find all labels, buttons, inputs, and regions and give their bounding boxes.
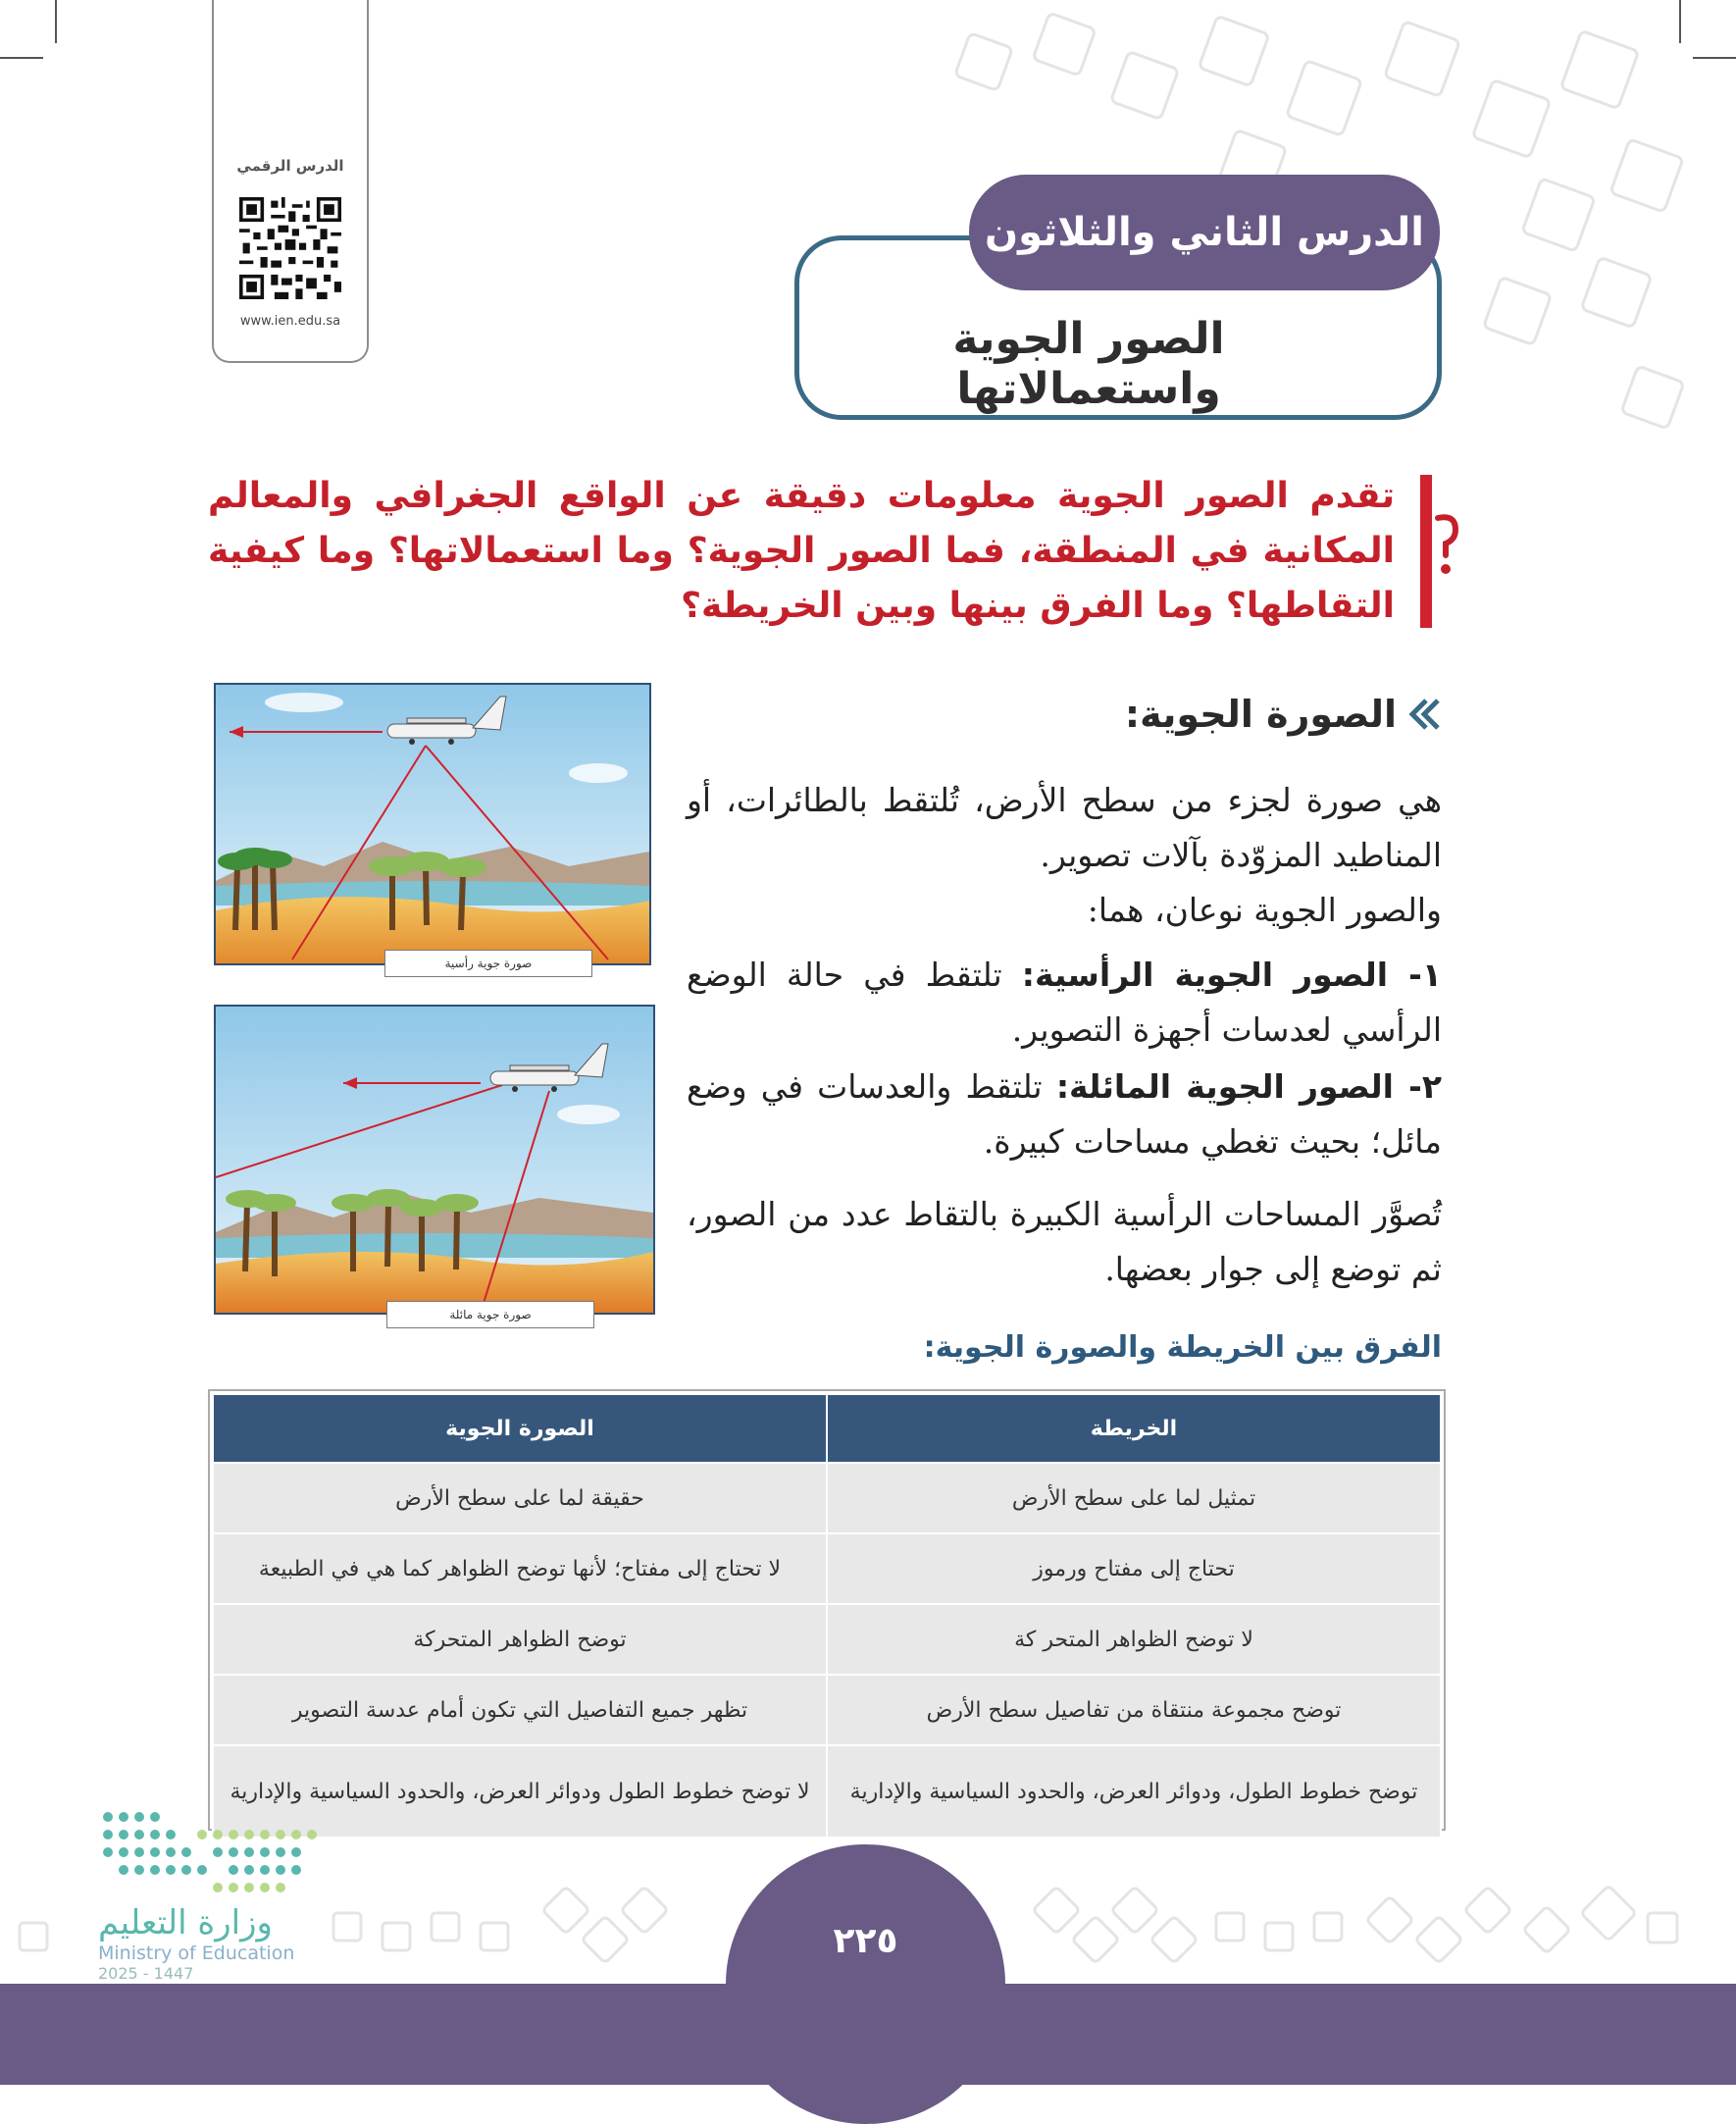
oblique-type-text: تلتقط والعدسات في وضع مائل؛ بحيث تغطي مساحات كبيرة. (687, 1067, 1442, 1162)
vertical-type-text: تلتقط في حالة الوضع الرأسي لعدسات أجهزة التصوير. (687, 956, 1442, 1050)
table-row (213, 1745, 1441, 1838)
question-mark-icon (1434, 510, 1459, 579)
column-header-aerial-photo: الصورة الجوية (213, 1394, 827, 1463)
column-header-map: الخريطة (827, 1394, 1441, 1463)
ministry-name-english: Ministry of Education (98, 1943, 295, 1964)
footer-band (0, 1984, 1736, 2085)
digital-lesson-url[interactable]: www.ien.edu.sa (239, 314, 341, 329)
oblique-type-label: ٢- الصور الجوية المائلة: (1055, 1067, 1442, 1106)
intro-accent-bar (1420, 475, 1432, 628)
table-cell: توضح خطوط الطول، ودوائر العرض، والحدود السياسية والإدارية (827, 1745, 1441, 1838)
crop-mark (1693, 57, 1736, 59)
double-chevron-icon (1406, 697, 1442, 732)
table-row (213, 1604, 1441, 1675)
section-heading (1098, 693, 1442, 736)
table-row (213, 1675, 1441, 1745)
intro-question: تقدم الصور الجوية معلومات دقيقة عن الواقع الجغرافي والمعالم المكانية في المنطقة، فما الصور الجوية؟ وما استعمالاتها؟ وما كيفية التقاطها؟ وما الفرق بينها وبين الخريطة؟ (208, 476, 1395, 626)
table-cell: تمثيل لما على سطح الأرض (827, 1463, 1441, 1533)
vertical-photo-caption: صورة جوية رأسية (384, 950, 592, 977)
vertical-type-label: ١- الصور الجوية الرأسية: (1021, 956, 1442, 994)
ministry-logo-icon (98, 1807, 324, 1905)
lesson-title: الصور الجوية واستعمالاتها (952, 314, 1225, 414)
table-cell: لا توضح خطوط الطول ودوائر العرض، والحدود السياسية والإدارية (213, 1745, 827, 1838)
table-cell: توضح مجموعة منتقاة من تفاصيل سطح الأرض (827, 1675, 1441, 1745)
oblique-type-paragraph (687, 1060, 1442, 1169)
types-intro-paragraph: والصور الجوية نوعان، هما: (1087, 891, 1442, 929)
table-cell: لا توضح الظواهر المتحر كة (827, 1604, 1441, 1675)
crop-mark (55, 0, 57, 43)
qr-code-icon[interactable] (239, 194, 341, 302)
vertical-type-paragraph (687, 948, 1442, 1058)
oblique-photo-caption: صورة جوية مائلة (386, 1301, 594, 1328)
oblique-aerial-illustration (216, 1007, 653, 1313)
edition-year: 2025 - 1447 (98, 1964, 194, 1983)
comparison-table-heading: الفرق بين الخريطة والصورة الجوية: (923, 1330, 1442, 1365)
table-cell: تحتاج إلى مفتاح ورموز (827, 1533, 1441, 1604)
crop-mark (1679, 0, 1681, 43)
mosaic-note-paragraph: تُصوَّر المساحات الرأسية الكبيرة بالتقاط عدد من الصور، ثم توضع إلى جوار بعضها. (687, 1195, 1442, 1289)
table-header-row (213, 1394, 1441, 1463)
oblique-aerial-photo-figure (214, 1005, 655, 1315)
vertical-aerial-illustration (216, 685, 649, 963)
table-row (213, 1463, 1441, 1533)
digital-lesson-label: الدرس الرقمي (236, 157, 344, 175)
digital-lesson-tab[interactable] (212, 0, 369, 363)
comparison-table (212, 1393, 1442, 1839)
section-heading-text: الصورة الجوية: (1124, 693, 1397, 736)
lesson-number-badge: الدرس الثاني والثلاثون (969, 175, 1440, 290)
crop-mark (0, 57, 43, 59)
page-number: ٢٢٥ (833, 1921, 898, 1961)
table-cell: تظهر جميع التفاصيل التي تكون أمام عدسة التصوير (213, 1675, 827, 1745)
table-cell: حقيقة لما على سطح الأرض (213, 1463, 827, 1533)
definition-paragraph: هي صورة لجزء من سطح الأرض، تُلتقط بالطائرات، أو المناطيد المزوّدة بآلات تصوير. (687, 781, 1442, 875)
ministry-name-arabic: وزارة التعليم (98, 1903, 273, 1943)
table-row (213, 1533, 1441, 1604)
vertical-aerial-photo-figure (214, 683, 651, 965)
table-cell: توضح الظواهر المتحركة (213, 1604, 827, 1675)
table-cell: لا تحتاج إلى مفتاح؛ لأنها توضح الظواهر كما هي في الطبيعة (213, 1533, 827, 1604)
